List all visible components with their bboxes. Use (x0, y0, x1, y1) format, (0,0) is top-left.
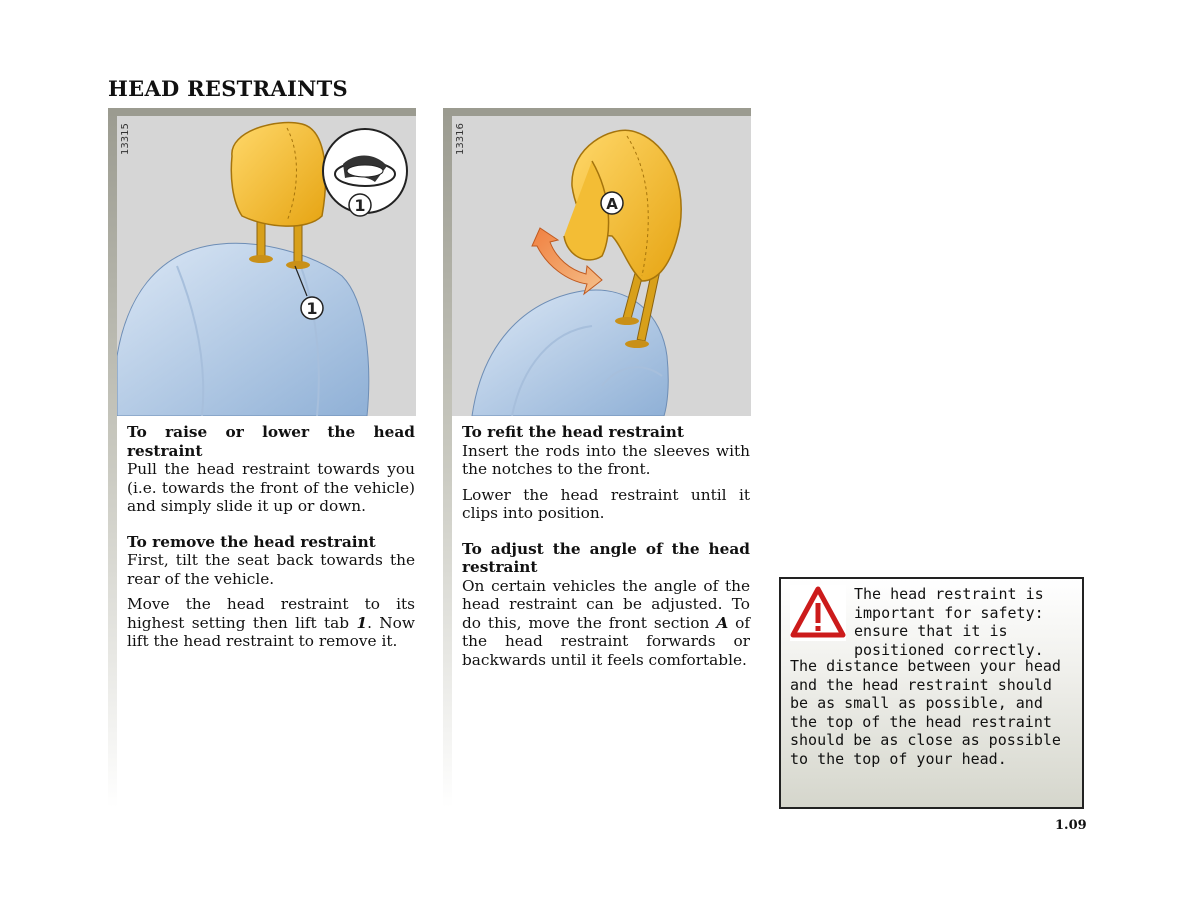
text-remove-2 (127, 595, 415, 651)
figure-top-bar-right (443, 108, 751, 116)
warning-box (779, 577, 1084, 809)
callout-number-top: 1 (354, 196, 366, 215)
column-bar-right (443, 108, 452, 808)
text-angle-b: of the head restraint forwards or backwards until it feels comfortable. (462, 613, 751, 669)
text-remove-2a: Move the head restraint to its highest setting then lift tab (127, 595, 415, 632)
heading-adjust-angle: To adjust the angle of the head restraint (462, 539, 750, 576)
warning-triangle-icon (790, 585, 846, 641)
section-ref: A (716, 613, 729, 632)
tab-ref: 1 (356, 613, 368, 632)
heading-remove: To remove the head restraint (127, 532, 376, 551)
figure-raise-head-restraint (117, 116, 416, 416)
figure-top-bar-left (108, 108, 416, 116)
column-bar-left (108, 108, 117, 808)
heading-raise-lower: To raise or lower the head restraint (127, 423, 415, 460)
heading-refit: To refit the head restraint (462, 423, 684, 441)
tab-number-label: 1 (306, 299, 318, 318)
section-a-label: A (606, 195, 618, 213)
page-title: HEAD RESTRAINTS (108, 76, 348, 101)
warning-body: The distance between your head and the head restraint should be as small as possible, and the top of the head restraint should be as close as possible to the top of your head. (790, 657, 1061, 768)
figure-code-left: 13315 (120, 123, 131, 155)
text-refit-2: Lower the head restraint until it clips into position. (462, 485, 750, 522)
text-angle-a: On certain vehicles the angle of the head restraint can be adjusted. To do this, move the front section (462, 576, 750, 632)
page-number: 1.09 (1055, 818, 1087, 833)
text-adjust-angle (462, 577, 750, 670)
text-remove-2b: . Now lift the head restraint to remove it. (127, 613, 415, 650)
column-2 (462, 423, 750, 676)
column-1 (127, 423, 415, 658)
figure-code-right: 13316 (455, 123, 466, 155)
text-remove-1: First, tilt the seat back towards the rear of the vehicle. (127, 551, 415, 588)
text-raise-lower: Pull the head restraint towards you (i.e. towards the front of the vehicle) and simply slide it up or down. (127, 460, 415, 515)
text-refit-1: Insert the rods into the sleeves with the notches to the front. (462, 441, 750, 478)
warning-intro: The head restraint is important for safety: ensure that it is positioned correctly. (854, 585, 1044, 659)
figure-adjust-angle (452, 116, 751, 416)
